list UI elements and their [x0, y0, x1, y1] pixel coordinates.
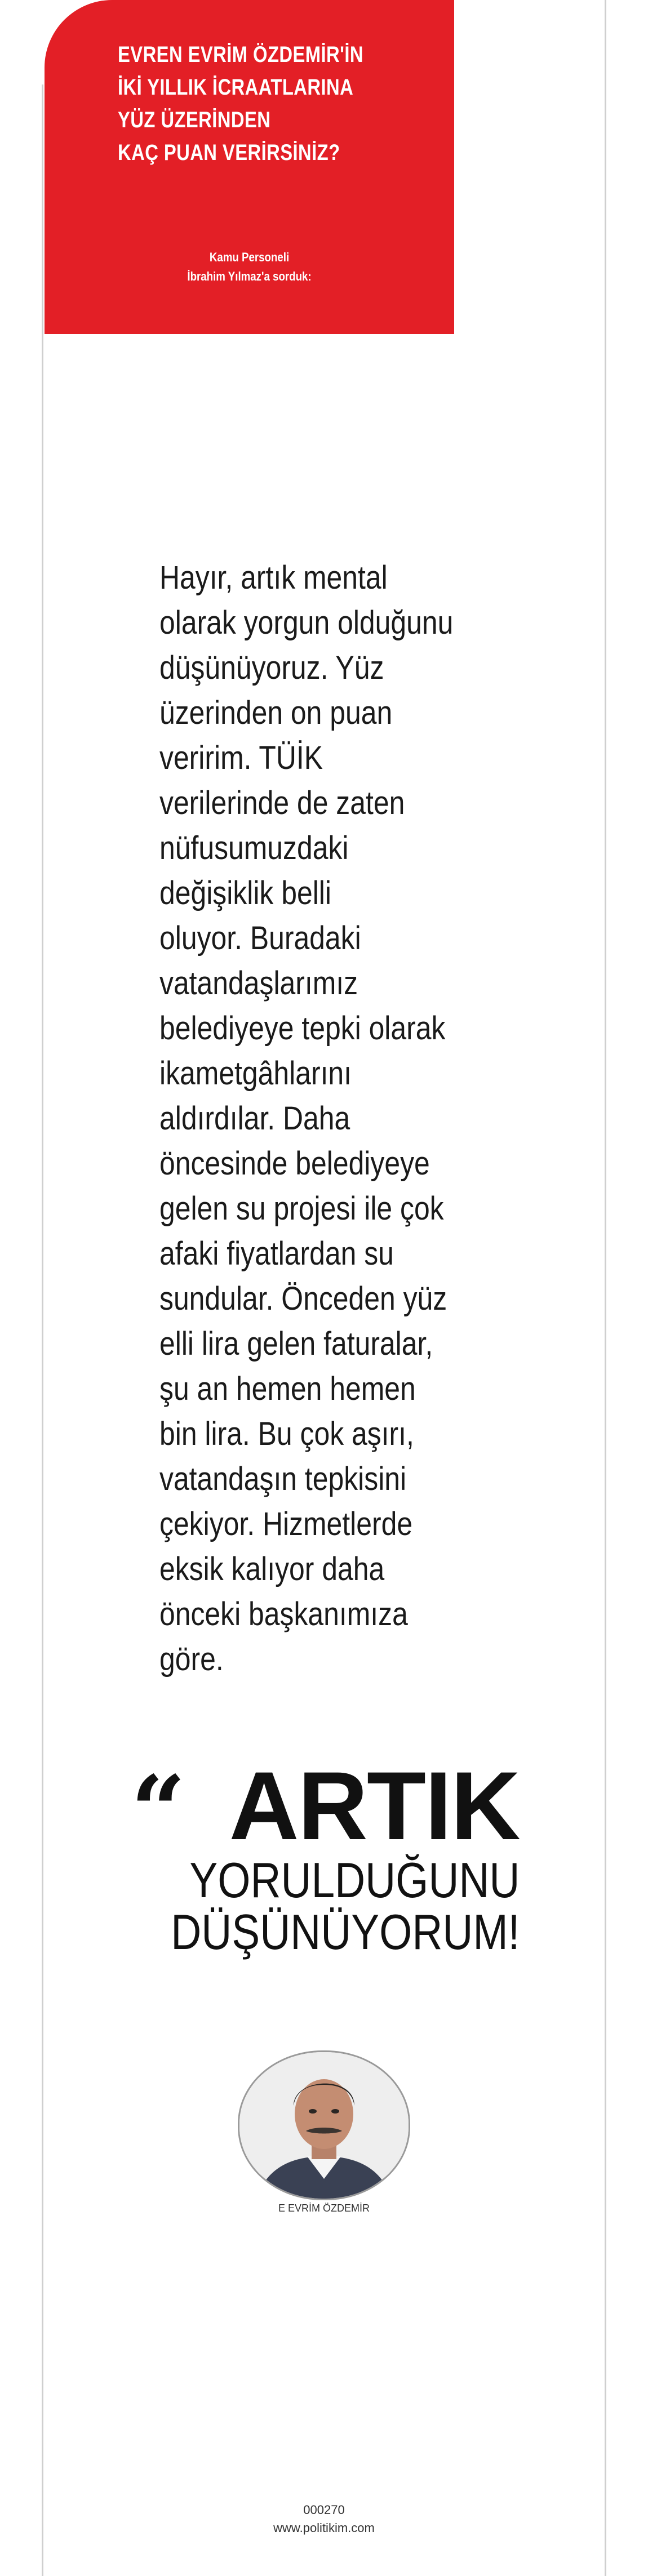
question-subtitle [45, 248, 454, 286]
article-line: üzerinden on puan [159, 695, 393, 731]
article-line: nüfusumuzdaki [159, 830, 349, 866]
subtitle-line: Kamu Personeli [209, 250, 290, 264]
article-line: elli lira gelen faturalar, [159, 1325, 433, 1362]
article-line: Hayır, artık mental [159, 559, 388, 596]
article-line: bin lira. Bu çok aşırı, [159, 1416, 414, 1452]
article-line: ikametgâhlarını [159, 1055, 352, 1092]
article-line: sundular. Önceden yüz [159, 1280, 447, 1317]
article-body [159, 555, 460, 1682]
article-line: gelen su projesi ile çok [159, 1190, 444, 1227]
article-line: çekiyor. Hizmetlerde [159, 1506, 413, 1542]
article-line: şu an hemen hemen [159, 1371, 416, 1407]
article-line: düşünüyoruz. Yüz [159, 649, 384, 686]
question-title-line: YÜZ ÜZERİNDEN [118, 108, 271, 132]
subtitle-line: İbrahim Yılmaz'a sorduk: [187, 269, 312, 283]
pull-quote [131, 1752, 520, 1983]
article-line: afaki fiyatlardan su [159, 1235, 394, 1272]
pull-quote-line: DÜŞÜNÜYORUM! [170, 1904, 520, 1960]
article-line: verilerinde de zaten [159, 785, 405, 821]
right-border-line [605, 0, 606, 2576]
question-title-line: İKİ YILLIK İCRAATLARINA [118, 75, 354, 100]
article-line: değişiklik belli [159, 875, 331, 911]
left-border-line [42, 84, 43, 2576]
pull-quote-line: YORULDUĞUNU [189, 1852, 520, 1908]
question-title-line: EVREN EVRİM ÖZDEMİR'İN [118, 42, 363, 67]
article-line: göre. [159, 1641, 224, 1678]
article-line: veririm. TÜİK [159, 740, 323, 776]
page-code: 000270 [303, 2503, 345, 2517]
portrait-photo [238, 2050, 410, 2200]
person-icon [239, 2052, 409, 2199]
article-line: öncesinde belediyeye [159, 1145, 430, 1182]
article-line: belediyeye tepki olarak [159, 1010, 446, 1047]
article-line: vatandaşın tepkisini [159, 1461, 407, 1497]
article-line: aldırdılar. Daha [159, 1100, 350, 1137]
portrait [238, 2050, 410, 2203]
article-line: olarak yorgun olduğunu [159, 604, 454, 641]
portrait-caption: E EVRİM ÖZDEMİR [278, 2203, 370, 2214]
site-url: www.politikim.com [273, 2521, 375, 2535]
article-line: eksik kalıyor daha [159, 1551, 385, 1587]
question-title [118, 38, 394, 169]
quote-mark: “ [131, 1755, 186, 1867]
footer [0, 2501, 648, 2537]
question-banner [45, 0, 454, 334]
pull-quote-headline: ARTIK [229, 1752, 520, 1860]
article-line: vatandaşlarımız [159, 965, 358, 1002]
article-line: önceki başkanımıza [159, 1596, 408, 1632]
article-line: oluyor. Buradaki [159, 920, 361, 956]
question-title-line: KAÇ PUAN VERİRSİNİZ? [118, 140, 340, 165]
